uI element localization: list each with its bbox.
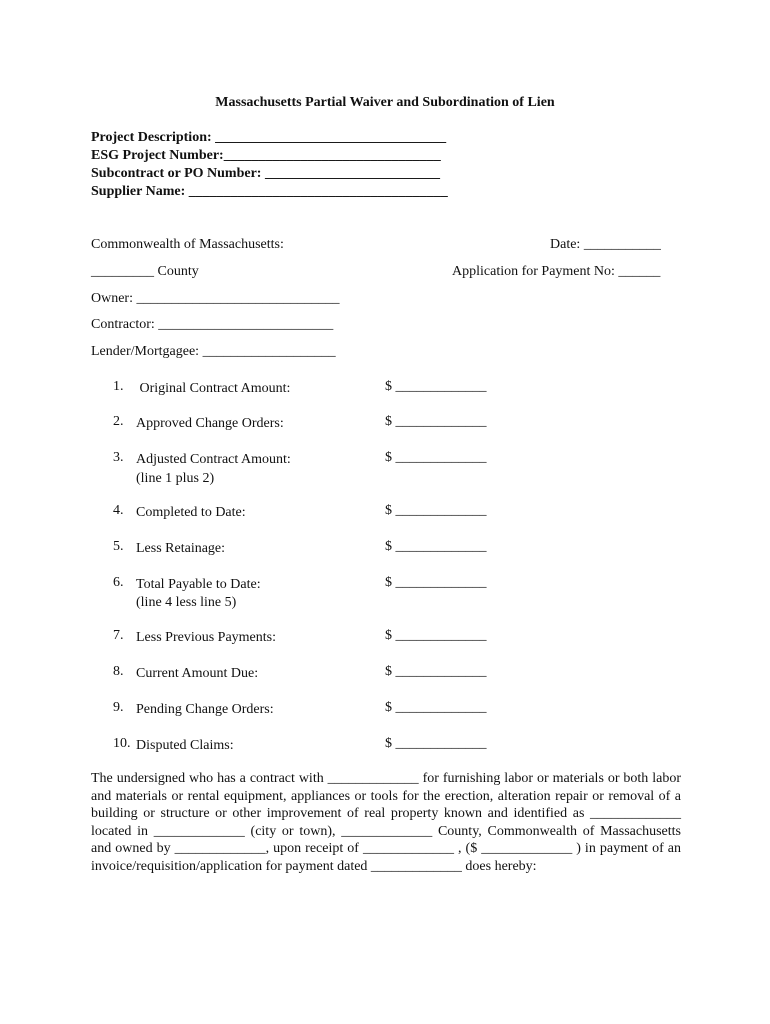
- line-item-amount-field[interactable]: $ _____________: [385, 575, 487, 590]
- line-item-label: Completed to Date:: [136, 505, 246, 520]
- supplier-name-field[interactable]: Supplier Name: _____________________________________: [91, 184, 448, 199]
- line-item-number: 1.: [113, 379, 124, 394]
- line-item-number: 2.: [113, 414, 124, 429]
- commonwealth-label: Commonwealth of Massachusetts:: [91, 237, 284, 252]
- document-title: Massachusetts Partial Waiver and Subordination of Lien: [215, 95, 555, 110]
- owner-field[interactable]: Owner: _____________________________: [91, 291, 340, 306]
- project-description-field[interactable]: Project Description: _________________________________: [91, 130, 447, 145]
- line-item-amount-field[interactable]: $ _____________: [385, 503, 487, 518]
- line-item-label: Adjusted Contract Amount:: [136, 452, 291, 467]
- line-item-label: Disputed Claims:: [136, 738, 234, 753]
- line-item-amount-field[interactable]: $ _____________: [385, 664, 487, 679]
- line-item-number: 5.: [113, 539, 124, 554]
- subcontract-po-field[interactable]: Subcontract or PO Number: _________________________: [91, 166, 440, 181]
- line-item-number: 10.: [113, 736, 131, 751]
- line-item-number: 4.: [113, 503, 124, 518]
- line-item-amount-field[interactable]: $ _____________: [385, 736, 487, 751]
- waiver-paragraph: The undersigned who has a contract with _____________ for furnishing labor or materials or both labor and materials or rental equipment, appliances or tools for the erection, alteration repair or removal of a building or structure or other improvement of real property known and identified as _____________ located in _____________ (city or town), _____________ County, Commonwealth of Massachusetts and owned by _____________, upon receipt of _____________ , ($ _____________ ) in payment of an invoice/requisition/application for payment dated _____________ does hereby:: [91, 771, 681, 874]
- esg-project-number-field[interactable]: ESG Project Number:_______________________________: [91, 148, 441, 163]
- line-item-sublabel: (line 4 less line 5): [136, 595, 237, 610]
- line-item-number: 7.: [113, 628, 124, 643]
- line-item-label: Total Payable to Date:: [136, 577, 261, 592]
- line-item-label: Less Retainage:: [136, 541, 226, 556]
- line-item-number: 9.: [113, 700, 124, 715]
- line-item-label: Less Previous Payments:: [136, 630, 276, 645]
- line-item-label: Current Amount Due:: [136, 666, 259, 681]
- line-item-amount-field[interactable]: $ _____________: [385, 700, 487, 715]
- line-item-amount-field[interactable]: $ _____________: [385, 379, 487, 394]
- line-item-number: 6.: [113, 575, 124, 590]
- line-item-sublabel: (line 1 plus 2): [136, 471, 215, 486]
- line-item-amount-field[interactable]: $ _____________: [385, 539, 487, 554]
- county-field[interactable]: _________ County: [91, 264, 199, 279]
- lender-mortgagee-field[interactable]: Lender/Mortgagee: ___________________: [91, 344, 336, 359]
- line-item-label: Original Contract Amount:: [136, 381, 291, 396]
- line-item-label: Pending Change Orders:: [136, 702, 274, 717]
- line-item-number: 8.: [113, 664, 124, 679]
- line-item-number: 3.: [113, 450, 124, 465]
- line-item-amount-field[interactable]: $ _____________: [385, 450, 487, 465]
- line-item-amount-field[interactable]: $ _____________: [385, 628, 487, 643]
- contractor-field[interactable]: Contractor: _________________________: [91, 317, 334, 332]
- line-item-label: Approved Change Orders:: [136, 416, 284, 431]
- date-field[interactable]: Date: ___________: [550, 237, 661, 252]
- application-number-field[interactable]: Application for Payment No: ______: [452, 264, 661, 279]
- line-item-amount-field[interactable]: $ _____________: [385, 414, 487, 429]
